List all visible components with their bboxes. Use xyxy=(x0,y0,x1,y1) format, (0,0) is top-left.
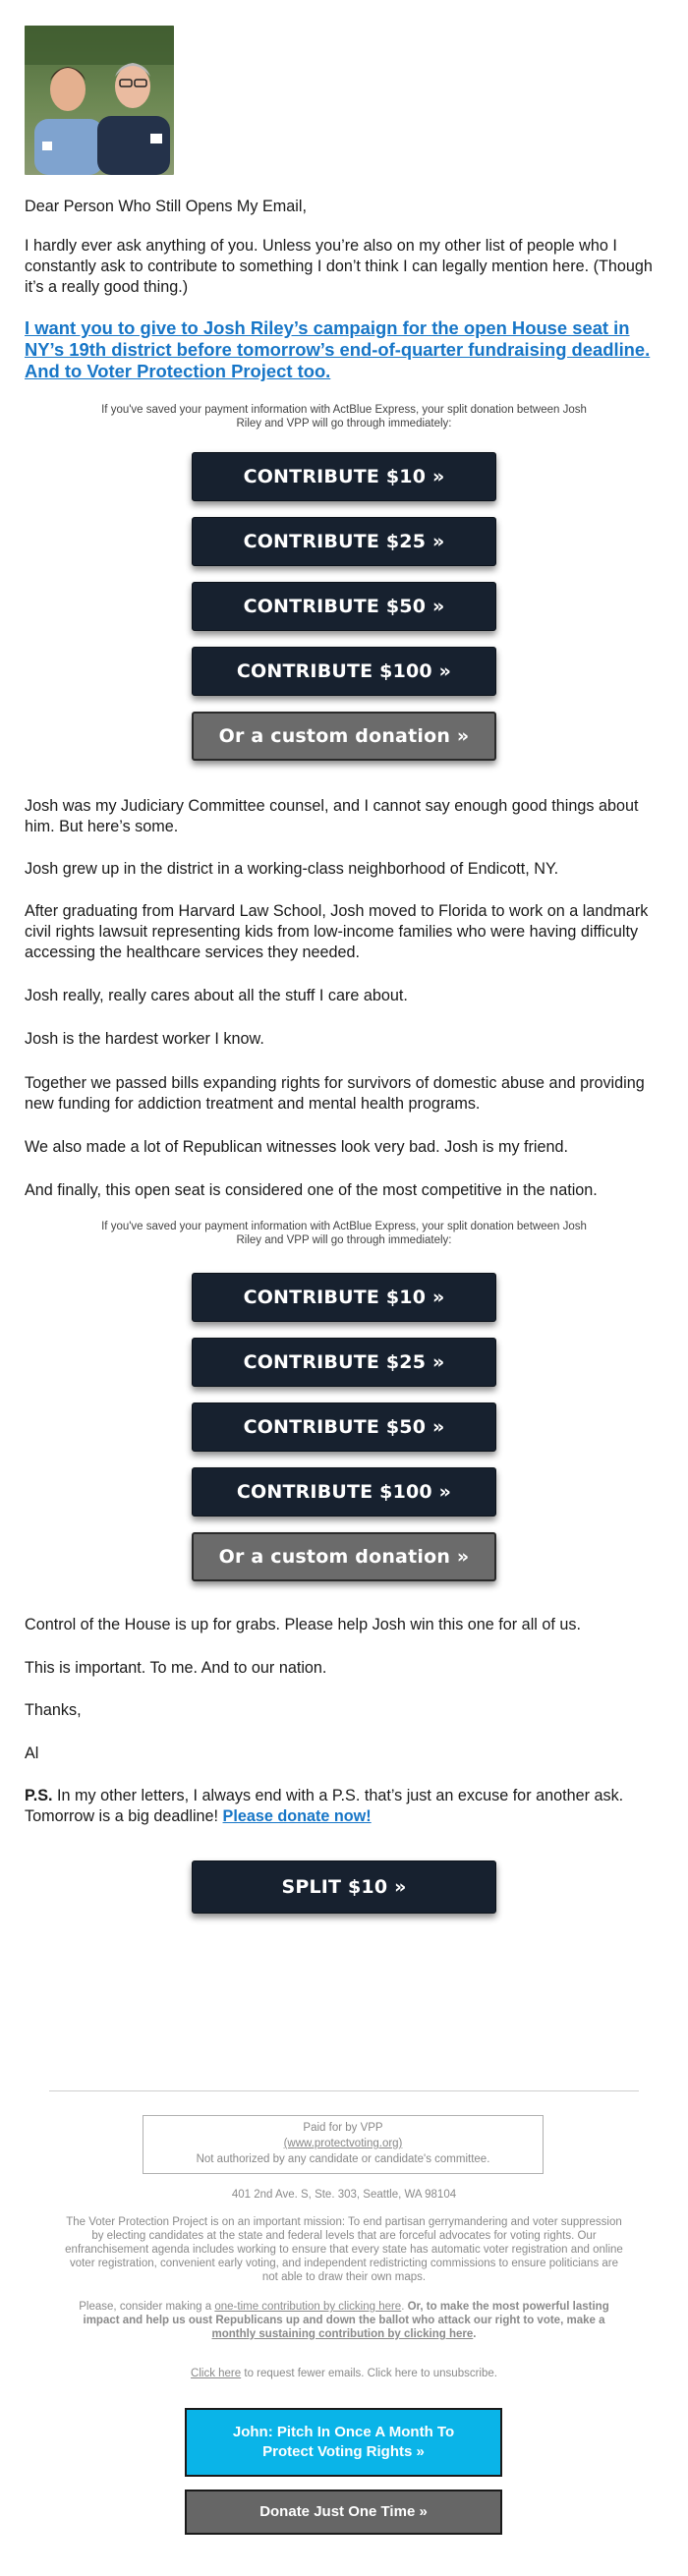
intro-paragraph: I hardly ever ask anything of you. Unless you’re also on my other list of people who I constantly ask to contribute to something I don’t think I can legally mention here. (Though it’s a really good thing.) xyxy=(25,237,653,296)
contribute-25-button[interactable]: CONTRIBUTE $25 » xyxy=(192,1338,496,1387)
one-time-contribution-link[interactable]: one-time contribution by clicking here xyxy=(214,2301,402,2313)
body-paragraph: Together we passed bills expanding rights for survivors of domestic abuse and providing new funding for addiction treatment and mental health programs. xyxy=(25,1074,645,1113)
paid-by-text: Paid for by VPP xyxy=(303,2122,383,2134)
fewer-emails-text: to request fewer emails. Click here to unsubscribe. xyxy=(244,2368,497,2379)
greeting: Dear Person Who Still Opens My Email, xyxy=(25,198,307,215)
body-paragraph: And finally, this open seat is considered one of the most competitive in the nation. xyxy=(25,1181,598,1199)
ps-paragraph xyxy=(25,1786,663,1827)
body-paragraph: Josh really, really cares about all the stuff I care about. xyxy=(25,987,408,1004)
body-paragraph: Josh grew up in the district in a working-class neighborhood of Endicott, NY. xyxy=(25,860,559,878)
body-paragraph: Josh was my Judiciary Committee counsel, and I cannot say enough good things about him. But here’s some. xyxy=(25,797,639,835)
custom-donation-button[interactable]: Or a custom donation » xyxy=(192,712,496,761)
not-authorized-text: Not authorized by any candidate or candidate's committee. xyxy=(196,2153,490,2165)
custom-donation-button[interactable]: Or a custom donation » xyxy=(192,1532,496,1581)
contribute-100-button[interactable]: CONTRIBUTE $100 » xyxy=(192,647,496,696)
contribute-10-button[interactable]: CONTRIBUTE $10 » xyxy=(192,452,496,501)
monthly-contribution-link[interactable]: monthly sustaining contribution by clicking here xyxy=(211,2328,474,2340)
site-link[interactable]: (www.protectvoting.org) xyxy=(283,2138,403,2149)
email-preferences xyxy=(64,2367,624,2380)
header-photo xyxy=(25,26,174,175)
contribution-appeal: Please, consider making a one-time contribution by clicking here. Or, to make the most powerful lasting impact and help us oust Republicans up and down the ballot who attack our right to vote, make a monthly sustaining contribution by clicking here. xyxy=(79,2301,609,2340)
address-text: 401 2nd Ave. S, Ste. 303, Seattle, WA 98104 xyxy=(231,2189,457,2201)
footer-divider xyxy=(49,2090,639,2091)
headline-donate-link[interactable]: I want you to give to Josh Riley’s campaign for the open House seat in NY’s 19th district before tomorrow’s end-of-quarter fundraising deadline. And to Voter Protection Project too. xyxy=(25,317,651,381)
contribute-100-button[interactable]: CONTRIBUTE $100 » xyxy=(192,1467,496,1517)
express-note: If you've saved your payment information with ActBlue Express, your split donation between Josh Riley and VPP will go through immediately: xyxy=(101,404,587,429)
express-note: If you've saved your payment information with ActBlue Express, your split donation between Josh Riley and VPP will go through immediately: xyxy=(101,1221,587,1246)
ps-text: In my other letters, I always end with a P.S. that’s just an excuse for another ask. Tomorrow is a big deadline! xyxy=(25,1787,624,1825)
consider-prefix: Please, consider making a xyxy=(79,2301,212,2313)
split-10-button[interactable]: SPLIT $10 » xyxy=(192,1860,496,1914)
ps-label: P.S. xyxy=(25,1787,53,1804)
one-time-donation-button[interactable]: Donate Just One Time » xyxy=(185,2490,502,2535)
fewer-emails-link[interactable]: Click here xyxy=(191,2368,242,2379)
contribute-50-button[interactable]: CONTRIBUTE $50 » xyxy=(192,582,496,631)
body-paragraph: We also made a lot of Republican witnesses look very bad. Josh is my friend. xyxy=(25,1138,569,1156)
thanks-text: Thanks, xyxy=(25,1701,82,1719)
body-paragraph: After graduating from Harvard Law School, Josh moved to Florida to work on a landmark civil rights lawsuit representing kids from low-income families who were having difficulty accessing the healthcare services they needed. xyxy=(25,902,649,961)
signature: Al xyxy=(25,1745,39,1762)
contribute-50-button[interactable]: CONTRIBUTE $50 » xyxy=(192,1402,496,1452)
closing-paragraph: This is important. To me. And to our nation. xyxy=(25,1659,327,1677)
closing-paragraph: Control of the House is up for grabs. Please help Josh win this one for all of us. xyxy=(25,1616,581,1633)
monthly-donation-button[interactable]: John: Pitch In Once A Month To Protect Voting Rights » xyxy=(185,2408,502,2477)
body-paragraph: Josh is the hardest worker I know. xyxy=(25,1030,264,1048)
paid-for-box xyxy=(143,2115,544,2174)
mission-text: The Voter Protection Project is on an important mission: To end partisan gerrymandering and voter suppression by electing candidates at the state and federal levels that are forceful advocates for voting rights. Our enfranchisement agenda includes working to ensure that every state has automatic voter registration and online voter registration, convenient early voting, and independent redistricting commissions to ensure politicians are not able to draw their own maps. xyxy=(65,2216,623,2283)
contribute-10-button[interactable]: CONTRIBUTE $10 » xyxy=(192,1273,496,1322)
ps-donate-link[interactable]: Please donate now! xyxy=(222,1807,372,1825)
consider-bold-text: Or, to make the most powerful lasting impact and help us oust Republicans up and down the ballot who attack our right to vote, make a xyxy=(83,2301,609,2326)
contribute-25-button[interactable]: CONTRIBUTE $25 » xyxy=(192,517,496,566)
